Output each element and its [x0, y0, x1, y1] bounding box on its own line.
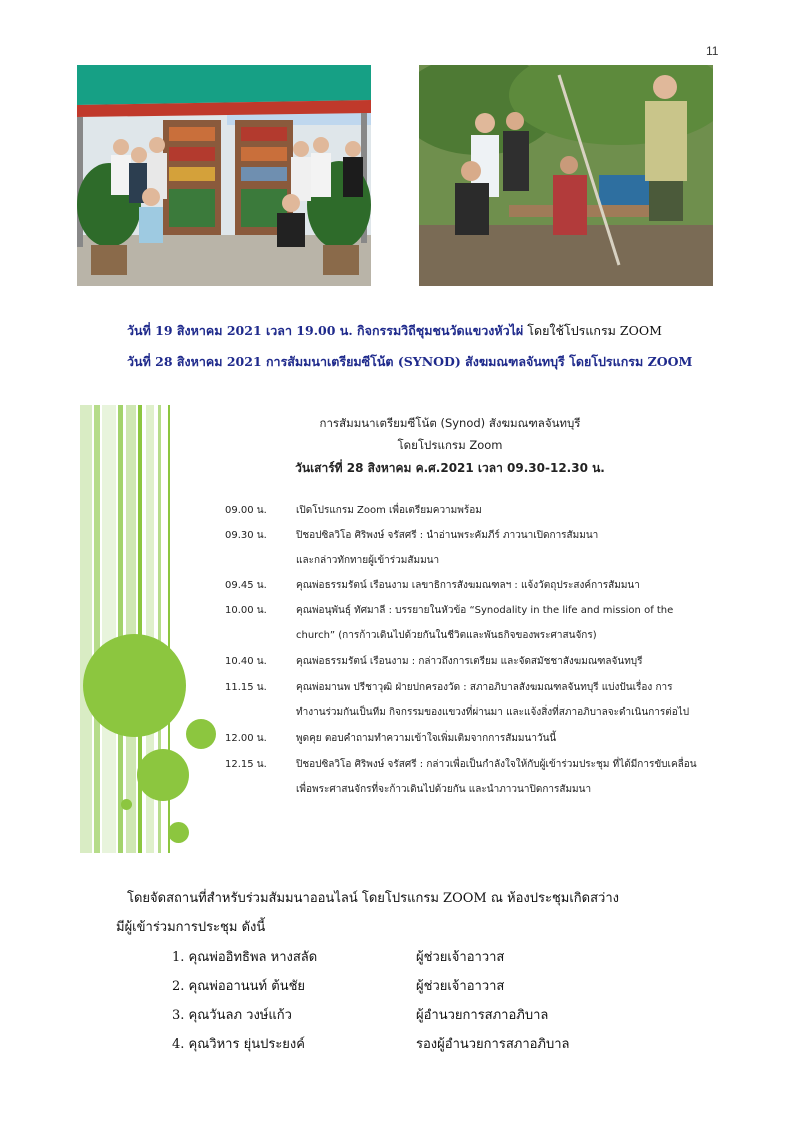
attendee-name: 4. คุณวิหาร ยุ่นประยงค์: [172, 1037, 305, 1052]
attendee-name: 3. คุณวันลภ วงษ์แก้ว: [172, 1008, 292, 1023]
decor-stripe: [102, 405, 116, 853]
photo-community-stall: [77, 65, 371, 286]
attendee-name: 1. คุณพ่ออิทธิพล หางสลัด: [172, 950, 318, 965]
schedule-time: 12.00 น.: [225, 733, 267, 744]
paragraph-line-2: มีผู้เข้าร่วมการประชุม ดังนี้: [116, 920, 266, 935]
attendee-role: ผู้อำนวยการสภาอภิบาล: [416, 1008, 549, 1023]
caption-line-1: [127, 321, 662, 341]
decor-stripe: [118, 405, 123, 853]
decor-circle: [137, 749, 189, 801]
paragraph-line-1: โดยจัดสถานที่สำหรับร่วมสัมมนาออนไลน์ โดยโปรแกรม ZOOM ณ ห้องประชุมเกิดสว่าง: [127, 891, 619, 906]
poster-title: การสัมมนาเตรียมซีโน้ต (Synod) สังฆมณฑลจันทบุรี: [319, 416, 581, 430]
decor-stripe: [94, 405, 100, 853]
attendee-role: ผู้ช่วยเจ้าอาวาส: [416, 950, 505, 965]
decor-stripe: [126, 405, 136, 853]
schedule-item: เพื่อพระศาสนจักรที่จะก้าวเดินไปด้วยกัน และนำภาวนาปิดการสัมมนา: [296, 784, 592, 795]
decor-circle: [83, 634, 186, 737]
schedule-item: คุณพ่อมานพ ปรีชาวุฒิ ฝ่ายปกครองวัด : สภาอภิบาลสังฆมณฑลจันทบุรี แบ่งปันเรื่อง การ: [296, 682, 673, 693]
decor-circle: [186, 719, 216, 749]
schedule-time: 09.00 น.: [225, 505, 267, 516]
caption-2-highlight: วันที่ 28 สิงหาคม 2021 การสัมมนาเตรียมซีโน้ต (SYNOD) สังฆมณฑลจันทบุรี โดยโปรแกรม ZOOM: [127, 354, 693, 369]
decor-circle: [121, 799, 132, 810]
seminar-schedule-poster: [80, 405, 720, 853]
schedule-time: 09.30 น.: [225, 530, 267, 541]
caption-1-plain: โดยใช้โปรแกรม ZOOM: [523, 323, 662, 338]
decor-stripe: [80, 405, 92, 853]
schedule-time: 10.40 น.: [225, 656, 267, 667]
attendee-role: รองผู้อำนวยการสภาอภิบาล: [416, 1037, 570, 1052]
caption-line-2: [127, 352, 692, 372]
attendee-role: ผู้ช่วยเจ้าอาวาส: [416, 979, 505, 994]
poster-subtitle: โดยโปรแกรม Zoom: [397, 438, 503, 452]
schedule-item: church” (การก้าวเดินไปด้วยกันในชีวิตและพันธกิจของพระศาสนจักร): [296, 630, 597, 641]
poster-date-line: วันเสาร์ที่ 28 สิงหาคม ค.ศ.2021 เวลา 09.30-12.30 น.: [295, 461, 605, 475]
caption-1-highlight: วันที่ 19 สิงหาคม 2021 เวลา 19.00 น. กิจกรรมวิถีชุมชนวัดแขวงหัวไผ่: [127, 323, 524, 338]
schedule-item: คุณพ่อธรรมรัตน์ เรือนงาม : กล่าวถึงการเตรียม และจัดสมัชชาสังฆมณฑลจันทบุรี: [296, 656, 643, 667]
schedule-item: ปิชอปซิลวิโอ ศิริพงษ์ จรัสศรี : นำอ่านพระคัมภีร์ ภาวนาเปิดการสัมมนา: [296, 530, 599, 541]
schedule-time: 09.45 น.: [225, 580, 267, 591]
schedule-item: คุณพ่อนุพันธุ์ ทัศมาลี : บรรยายในหัวข้อ “Synodality in the life and mission of the: [296, 605, 674, 616]
schedule-time: 11.15 น.: [225, 682, 267, 693]
schedule-time: 12.15 น.: [225, 759, 267, 770]
attendee-name: 2. คุณพ่ออานนท์ ต้นชัย: [172, 979, 306, 994]
schedule-item: คุณพ่อธรรมรัตน์ เรือนงาม เลขาธิการสังฆมณฑลฯ : แจ้งวัตถุประสงค์การสัมมนา: [296, 580, 640, 591]
photo-home-visit: [419, 65, 713, 286]
schedule-item: ปิชอปซิลวิโอ ศิริพงษ์ จรัสศรี : กล่าวเพื่อเป็นกำลังใจให้กับผู้เข้าร่วมประชุม ที่ได้มีการขับเคลื่อน: [296, 759, 697, 770]
schedule-item: ทำงานร่วมกันเป็นทีม กิจกรรมของแขวงที่ผ่านมา และแจ้งสิ่งที่สภาอภิบาลจะดำเนินการต่อไป: [296, 707, 690, 718]
schedule-item: เปิดโปรแกรม Zoom เพื่อเตรียมความพร้อม: [296, 505, 482, 516]
schedule-item: พูดคุย ตอบคำถามทำความเข้าใจเพิ่มเติมจากการสัมมนาวันนี้: [296, 733, 557, 744]
schedule-item: และกล่าวทักทายผู้เข้าร่วมสัมมนา: [296, 555, 440, 566]
page-number: 11: [706, 44, 719, 58]
decor-circle: [168, 822, 189, 843]
schedule-time: 10.00 น.: [225, 605, 267, 616]
